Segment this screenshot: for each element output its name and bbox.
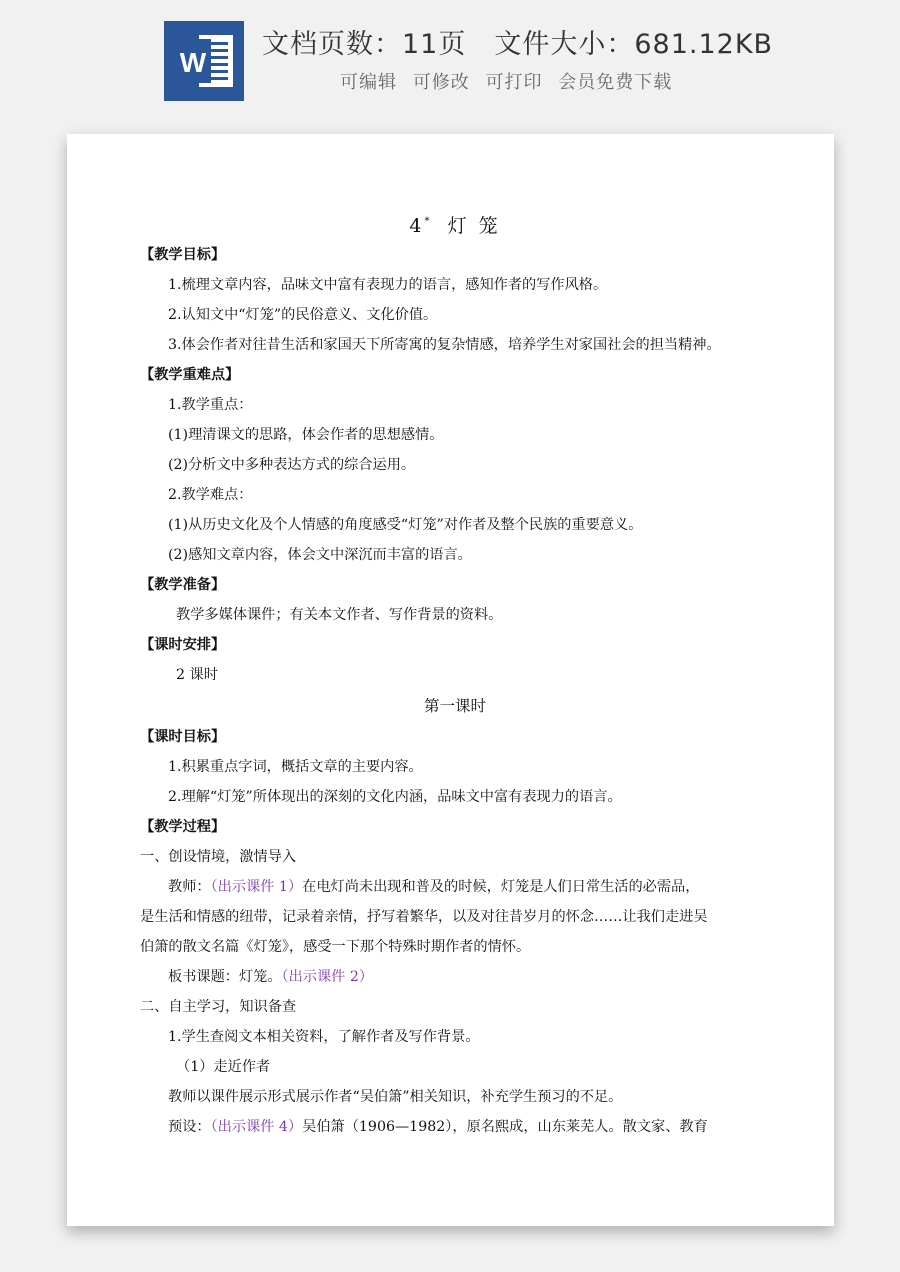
page-count: 文档页数：11页 xyxy=(262,29,467,60)
feature-modifiable: 可修改 xyxy=(412,72,470,93)
step-2-title: 二、自主学习，知识备查 xyxy=(140,999,297,1015)
title-number: 4 xyxy=(409,215,425,237)
schedule-text: 2 课时 xyxy=(176,667,218,683)
document-page xyxy=(67,134,834,1226)
download-banner xyxy=(0,0,900,125)
step-1-para-line-3: 伯箫的散文名篇《灯笼》，感受一下那个特殊时期作者的情怀。 xyxy=(140,939,531,955)
title-text: 灯 笼 xyxy=(447,215,501,237)
key-point-1: 1.教学重点： xyxy=(168,397,253,413)
board-title-line xyxy=(140,962,770,992)
key-point-1b: (2)分析文中多种表达方式的综合运用。 xyxy=(168,457,416,473)
doc-title xyxy=(140,204,770,240)
lesson-one-title: 第一课时 xyxy=(423,697,486,715)
board-title-text: 板书课题：灯笼。 xyxy=(168,969,282,985)
word-doc-icon xyxy=(164,21,244,101)
heading-lesson-goals: 【课时目标】 xyxy=(140,729,226,745)
word-letter: W xyxy=(179,47,207,78)
title-mark: * xyxy=(424,216,430,227)
key-point-2b: (2)感知文章内容，体会文中深沉而丰富的语言。 xyxy=(168,547,472,563)
lesson-goal-2: 2.理解“灯笼”所体现出的深刻的文化内涵，品味文中富有表现力的语言。 xyxy=(168,789,622,805)
key-point-1a: (1)理清课文的思路，体会作者的思想感情。 xyxy=(168,427,444,443)
step-2-item-1a: （1）走近作者 xyxy=(176,1059,271,1075)
heading-process: 【教学过程】 xyxy=(140,819,226,835)
preset-line xyxy=(140,1112,770,1142)
step-1-para-line-2: 是生活和情感的纽带，记录着亲情，抒写着繁华，以及对往昔岁月的怀念……让我们走进吴 xyxy=(140,909,708,925)
key-point-2: 2.教学难点： xyxy=(168,487,253,503)
heading-schedule: 【课时安排】 xyxy=(140,637,226,653)
preparation-text: 教学多媒体课件；有关本文作者、写作背景的资料。 xyxy=(176,607,503,623)
file-size: 文件大小：681.12KB xyxy=(494,29,774,60)
heading-preparation: 【教学准备】 xyxy=(140,577,226,593)
goal-3: 3.体会作者对往昔生活和家国天下所寄寓的复杂情感，培养学生对家国社会的担当精神。 xyxy=(168,337,721,353)
file-meta xyxy=(262,22,773,61)
slide-ref-4: （出示课件 4） xyxy=(210,1119,303,1135)
slide-ref-2: （出示课件 2） xyxy=(281,969,374,985)
step-2-item-1: 1.学生查阅文本相关资料，了解作者及写作背景。 xyxy=(168,1029,480,1045)
feature-free-download: 会员免费下载 xyxy=(558,72,673,93)
lesson-goal-1: 1.积累重点字词，概括文章的主要内容。 xyxy=(168,759,423,775)
document-body xyxy=(140,204,770,1142)
step-2-item-1a-text: 教师以课件展示形式展示作者“吴伯箫”相关知识，补充学生预习的不足。 xyxy=(168,1089,623,1105)
step-1-text: 在电灯尚未出现和普及的时候，灯笼是人们日常生活的必需品， xyxy=(302,879,700,895)
preset-text: 吴伯箫（1906—1982），原名熙成，山东莱芜人。散文家、教育 xyxy=(302,1119,708,1135)
preset-label: 预设： xyxy=(168,1119,211,1135)
feature-list xyxy=(340,68,681,94)
key-point-2a: (1)从历史文化及个人情感的角度感受“灯笼”对作者及整个民族的重要意义。 xyxy=(168,517,643,533)
goal-1: 1.梳理文章内容，品味文中富有表现力的语言，感知作者的写作风格。 xyxy=(168,277,608,293)
heading-goals: 【教学目标】 xyxy=(140,247,226,263)
teacher-label: 教师： xyxy=(168,879,211,895)
slide-ref-1: （出示课件 1） xyxy=(210,879,303,895)
heading-key-points: 【教学重难点】 xyxy=(140,367,240,383)
feature-printable: 可打印 xyxy=(485,72,543,93)
goal-2: 2.认知文中“灯笼”的民俗意义、文化价值。 xyxy=(168,307,438,323)
step-1-para-line-1 xyxy=(140,872,770,902)
feature-editable: 可编辑 xyxy=(340,72,397,93)
step-1-title: 一、创设情境，激情导入 xyxy=(140,849,297,865)
